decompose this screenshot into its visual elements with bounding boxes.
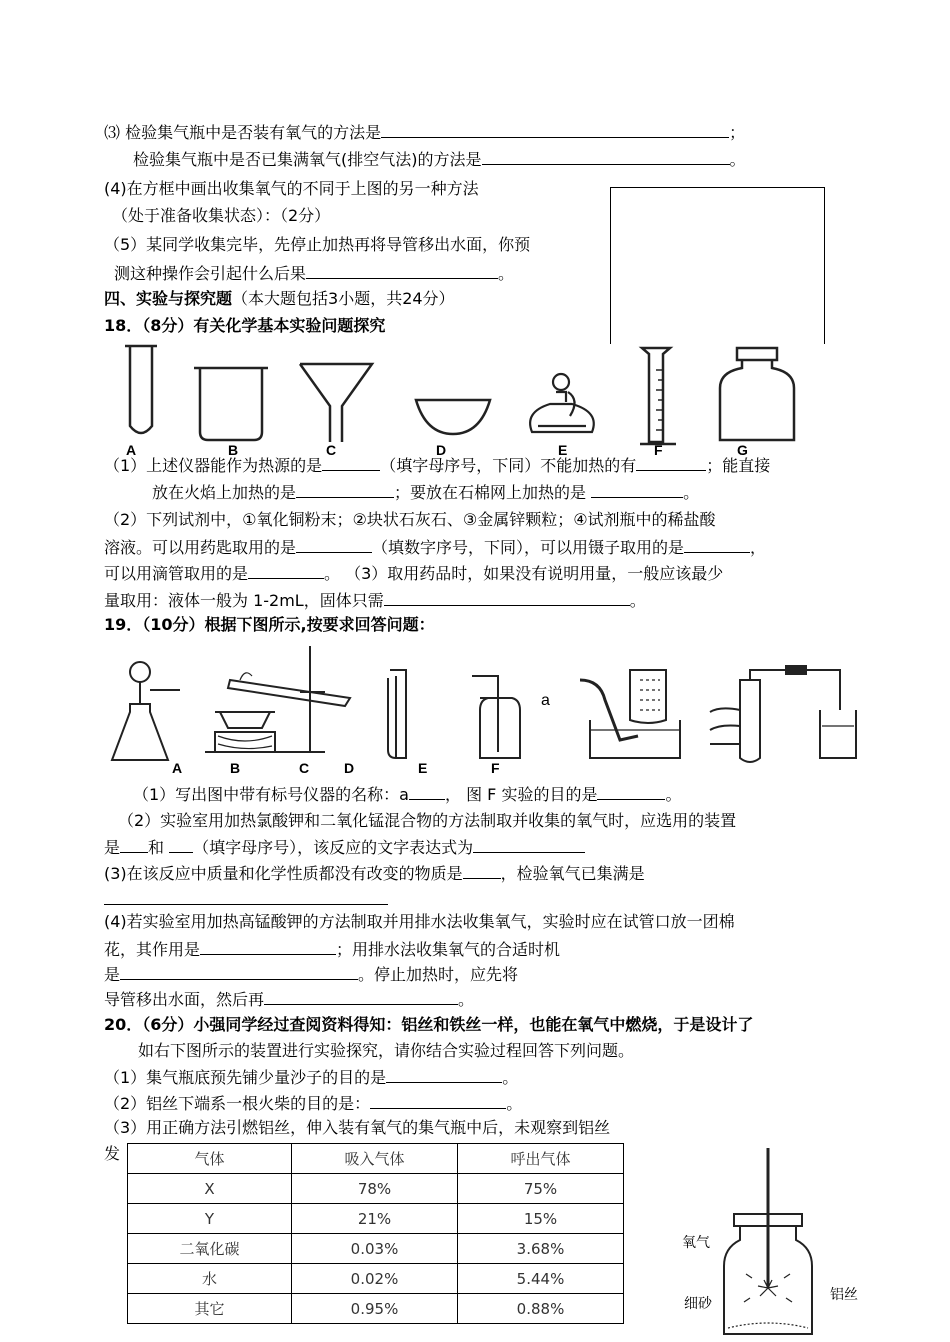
q18-header: 18．（8分）有关化学基本实验问题探究 [104, 316, 386, 335]
q20-line3: （1）集气瓶底预先铺少量沙子的目的是 。 [104, 1068, 519, 1087]
label-C: C [299, 760, 310, 776]
table-cell: 二氧化碳 [128, 1234, 292, 1264]
table-cell: 75% [458, 1174, 624, 1204]
label-D: D [344, 760, 355, 776]
q20-line6: 发 [104, 1144, 121, 1163]
table-cell: X [128, 1174, 292, 1204]
answer-blank[interactable] [296, 536, 372, 553]
table-cell: 15% [458, 1204, 624, 1234]
aluminum-wire-combustion-figure [700, 1148, 830, 1338]
answer-blank[interactable] [463, 862, 501, 879]
label-G: G [737, 442, 748, 458]
label-E: E [418, 760, 428, 776]
answer-blank[interactable] [296, 481, 394, 498]
table-cell: 5.44% [458, 1264, 624, 1294]
table-cell: 21% [292, 1204, 458, 1234]
answer-blank[interactable] [370, 1092, 506, 1109]
answer-blank[interactable] [248, 562, 324, 579]
label-B: B [228, 442, 239, 458]
answer-blank[interactable] [322, 454, 380, 471]
gas-apparatus-figure [100, 640, 860, 770]
table-cell: 0.03% [292, 1234, 458, 1264]
q17-line4b: （处于准备收集状态）：（2分） [112, 206, 331, 225]
q19-line9: 导管移出水面，然后再 。 [104, 990, 475, 1009]
lab-instruments-figure [110, 340, 810, 458]
q19-header: 19．（10分）根据下图所示,按要求回答问题： [104, 615, 435, 634]
table-row [128, 1234, 624, 1264]
label-oxygen: 氧气 [682, 1235, 710, 1251]
label-A: A [126, 442, 137, 458]
q19-line8: 是 。停止加热时，应先将 [104, 965, 519, 984]
heating-apparatus-icon [205, 646, 350, 752]
answer-blank[interactable] [264, 988, 458, 1005]
test-tube-icon [125, 346, 157, 433]
q19-line1: （1）写出图中带有标号仪器的名称：a ， 图 F 实验的目的是 。 [133, 785, 682, 804]
conical-flask-icon [112, 662, 180, 760]
q20-line2: 如右下图所示的装置进行实验探究，请你结合实验过程回答下列问题。 [138, 1041, 635, 1060]
gas-jar-upward-icon [388, 670, 406, 758]
q18-line2: 放在火焰上加热的是 ；要放在石棉网上加热的是 。 [152, 483, 700, 502]
table-row [128, 1264, 624, 1294]
funnel-icon [300, 364, 372, 442]
q19-line4: (3)在该反应中质量和化学性质都没有改变的物质是 ，检验氧气已集满是 [104, 864, 645, 883]
q17-line3b: 检验集气瓶中是否已集满氧气(排空气法)的方法是 。 [133, 150, 746, 169]
q20-line4: （2）铝丝下端系一根火柴的目的是： 。 [104, 1094, 523, 1113]
label-F: F [654, 442, 663, 458]
table-header-cell: 吸入气体 [292, 1144, 458, 1174]
marker-a: a [541, 692, 550, 709]
answer-blank[interactable] [381, 121, 729, 138]
q18-line4: 溶液。可以用药匙取用的是 （填数字序号，下同），可以用镊子取用的是 ， [104, 538, 767, 557]
q20-line5: （3）用正确方法引燃铝丝，伸入装有氧气的集气瓶中后，未观察到铝丝 [104, 1118, 611, 1137]
answer-blank[interactable] [306, 262, 498, 279]
table-cell: 其它 [128, 1294, 292, 1324]
table-cell: 水 [128, 1264, 292, 1294]
answer-blank[interactable] [169, 836, 193, 853]
label-A: A [172, 760, 183, 776]
q19-line2: （2）实验室用加热氯酸钾和二氧化锰混合物的方法制取并收集的氧气时，应选用的装置 [118, 811, 737, 830]
q18-line1: （1）上述仪器能作为热源的是 （填字母序号，下同）不能加热的有 ；能直接 [104, 456, 771, 475]
answer-blank[interactable] [473, 836, 585, 853]
answer-blank[interactable] [384, 589, 630, 606]
gas-composition-table [127, 1143, 624, 1324]
answer-blank[interactable] [200, 938, 336, 955]
q20-line1: 20．（6分）小强同学经过查阅资料得知：铝丝和铁丝一样，也能在氧气中燃烧，于是设计了 [104, 1015, 754, 1034]
answer-blank[interactable] [386, 1066, 502, 1083]
q17-line5a: （5）某同学收集完毕，先停止加热再将导管移出水面，你预 [104, 235, 531, 254]
gas-jar-downward-icon [472, 676, 520, 758]
table-cell: 0.02% [292, 1264, 458, 1294]
label-aluminum-wire: 铝丝 [830, 1287, 858, 1303]
label-C: C [326, 442, 337, 458]
label-D: D [436, 442, 447, 458]
label-sand: 细砂 [684, 1296, 712, 1312]
q18-line5: 可以用滴管取用的是 。 （3）取用药品时，如果没有说明用量，一般应该最少 [104, 564, 724, 583]
table-row [128, 1294, 624, 1324]
q17-line5b: 测这种操作会引起什么后果 。 [114, 264, 515, 283]
answer-blank[interactable] [591, 481, 683, 498]
answer-blank[interactable] [120, 836, 148, 853]
table-header-cell: 呼出气体 [458, 1144, 624, 1174]
q17-line4a: (4)在方框中画出收集氧气的不同于上图的另一种方法 [104, 179, 479, 198]
label-E: E [558, 442, 568, 458]
beaker-icon [194, 368, 268, 440]
answer-blank[interactable] [120, 963, 358, 980]
q19-line6: (4)若实验室用加热高锰酸钾的方法制取并用排水法收集氧气，实验时应在试管口放一团棉 [104, 912, 735, 931]
alcohol-lamp-icon [530, 374, 594, 432]
answer-blank[interactable] [409, 783, 445, 800]
table-cell: 0.95% [292, 1294, 458, 1324]
table-header-cell: 气体 [128, 1144, 292, 1174]
answer-blank[interactable] [684, 536, 750, 553]
section-4-title: 四、实验与探究题（本大题包括3小题，共24分） [104, 289, 455, 308]
table-header-row [128, 1144, 624, 1174]
table-row [128, 1204, 624, 1234]
answer-blank[interactable] [482, 148, 730, 165]
answer-blank-long[interactable] [104, 888, 388, 905]
water-trough-icon [580, 670, 680, 758]
q19-line7: 花，其作用是 ；用排水法收集氧气的合适时机 [104, 940, 561, 959]
graduated-cylinder-icon [640, 348, 676, 444]
evaporating-dish-icon [416, 400, 490, 434]
table-row [128, 1174, 624, 1204]
q19-line3: 是 和 （填字母序号），该反应的文字表达式为 [104, 836, 585, 859]
reagent-bottle-icon [720, 348, 794, 440]
table-cell: 78% [292, 1174, 458, 1204]
label-B: B [230, 760, 241, 776]
answer-blank[interactable] [636, 454, 706, 471]
airtightness-check-icon [710, 666, 856, 762]
drawing-answer-box[interactable] [610, 187, 825, 344]
table-cell: Y [128, 1204, 292, 1234]
label-F: F [491, 760, 500, 776]
q17-line3a: ⑶ 检验集气瓶中是否装有氧气的方法是 ； [104, 123, 746, 142]
q18-line6: 量取用：液体一般为 1-2mL，固体只需 。 [104, 591, 646, 610]
answer-blank[interactable] [597, 783, 665, 800]
table-cell: 0.88% [458, 1294, 624, 1324]
table-cell: 3.68% [458, 1234, 624, 1264]
q18-line3: （2）下列试剂中，①氧化铜粉末；②块状石灰石、③金属锌颗粒；④试剂瓶中的稀盐酸 [104, 510, 716, 529]
